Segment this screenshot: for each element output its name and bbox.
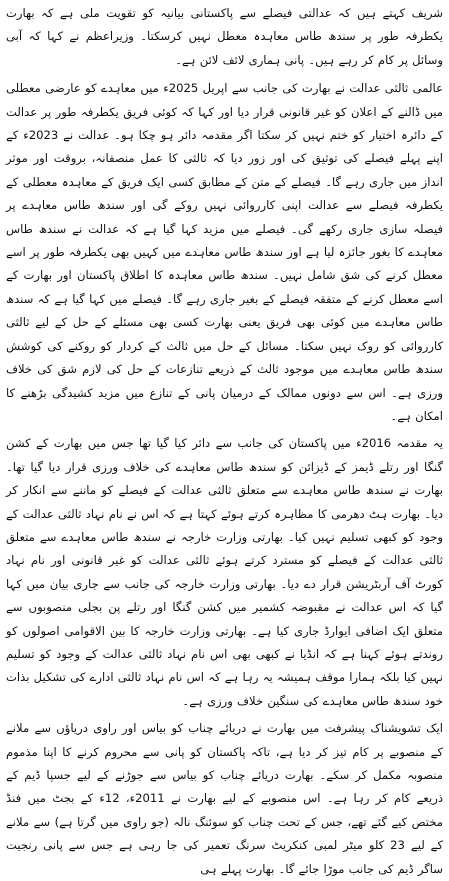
article-paragraph-2: عالمی ثالثی عدالت نے بھارت کی جانب سے اپریل 2025ء میں معاہدے کو عارضی معطلی میں ڈالنے کے اعلان کو غیر قانونی قرار دیا اور کہا کہ کوئی فریق یکطرفہ طور پر عدالت کے دائرہ اختیار کو ختم نہیں کر سکتا اگر مقدمہ دائر ہو چکا ہو۔ عدالت نے 2023ء کے اپنے پہلے فیصلے کی توثیق کی اور زور دیا کہ ثالثی کا عمل منصفانہ، بروقت اور موثر انداز میں جاری رہے گا۔ فیصلے کے متن کے مطابق کسی ایک فریق کے معاہدہ معطلی کے یکطرفہ فیصلے سے عدالت اپنی کارروائی نہیں روکے گی اور سندھ طاس معاہدے پر فیصلہ سازی جاری رکھے گی۔ فیصلے میں مزید کہا گیا ہے کہ عدالت نے سندھ طاس معاہدے کا بغور جائزہ لیا ہے اور سندھ طاس معاہدے میں کہیں بھی یکطرفہ طور پر اسے معطل کرنے کی شق شامل نہیں۔ سندھ طاس معاہدہ کا اطلاق پاکستان اور بھارت کے اسے معطل کرنے کے متفقہ فیصلے کے بغیر جاری رہے گا۔ فیصلے میں کہا گیا ہے کہ سندھ طاس معاہدے میں کوئی بھی فریق یعنی بھارت کسی بھی مسئلے کے حل کے لیے ثالثی کارروائی کو روک نہیں سکتا۔ مسائل کے حل میں ثالث کے کردار کو روکنے کی کوشش سندھ طاس معاہدے میں موجود ثالث کے ذریعے تنازعات کے حل کی لازم شق کی خلاف ورزی ہے۔ اس سے دونوں ممالک کے درمیان پانی کے تنازع میں مزید کشیدگی بڑھنے کا امکان ہے۔	[6, 81, 443, 423]
article-paragraph-1: شریف کہتے ہیں کہ عدالتی فیصلے سے پاکستانی بیانیہ کو تقویت ملی ہے کہ بھارت یکطرفہ طور پر سندھ طاس معاہدہ معطل نہیں کرسکتا۔ وزیراعظم نے کہا کہ آبی وسائل پر کام کر رہے ہیں۔ پانی ہماری لائف لائن ہے۔	[6, 6, 443, 67]
article-paragraph-4: ایک تشویشناک پیشرفت میں بھارت نے دریائے چناب کو بیاس اور راوی دریاؤں سے ملانے کے منصوبے پر کام تیز کر دیا ہے، تاکہ پاکستان کو پانی سے محروم کرنے کا اپنا مذموم منصوبہ مکمل کر سکے۔ بھارت دریائے چناب کو بیاس سے جوڑنے کے لیے جسپا ڈیم کے ذریعے کام کر رہا ہے۔ اس منصوبے کے لیے بھارت نے 2011ء، 12ء کے بجٹ میں فنڈ مختص کیے گئے تھے، جس کے تحت چناب کو سوئنگ نالہ (جو راوی میں گرتا ہے) سے ملانے کے لیے 23 کلو میٹر لمبی کنکریٹ سرنگ تعمیر کی جا رہی ہے جس سے پانی رنجیت ساگر ڈیم کی جانب موڑا جائے گا۔ بھارت پہلے ہی	[6, 721, 443, 876]
article-paragraph-3: یہ مقدمہ 2016ء میں پاکستان کی جانب سے دائر کیا گیا تھا جس میں بھارت کے کشن گنگا اور رتلے ڈیمز کے ڈیزائن کو سندھ طاس معاہدے کی خلاف ورزی قرار دیا گیا تھا۔ بھارت نے سندھ طاس معاہدے سے متعلق ثالثی عدالت کے فیصلے کو ماننے سے انکار کر دیا۔ بھارت ہٹ دھرمی کا مظاہرہ کرتے ہوئے کہتا ہے کہ اس نے نام نہاد ثالثی عدالت کے وجود کو کبھی تسلیم نہیں کیا۔ بھارتی وزارت خارجہ نے سندھ طاس معاہدے سے متعلق ثالثی عدالت کے فیصلے کو مسترد کرتے ہوئے ثالثی عدالت کو غیر قانونی اور نام نہاد کورٹ آف آربٹریشن قرار دے دیا۔ بھارتی وزارت خارجہ کی جانب سے جاری بیان میں کہا گیا کہ اس عدالت نے مقبوضہ کشمیر میں کشن گنگا اور رتلے پن بجلی منصوبوں سے متعلق ایک اضافی ایوارڈ جاری کیا ہے۔ بھارتی وزارت خارجہ کا بین الاقوامی اصولوں کو روندتے ہوئے کہنا ہے کہ انڈیا نے کبھی بھی اس نام نہاد ثالثی عدالت کے وجود کو تسلیم نہیں کیا بلکہ ہمارا موقف ہمیشہ یہ رہا ہے کہ اس نام نہاد ثالثی ادارے کی تشکیل بذات خود سندھ طاس معاہدے کی سنگین خلاف ورزی ہے۔	[6, 436, 443, 708]
